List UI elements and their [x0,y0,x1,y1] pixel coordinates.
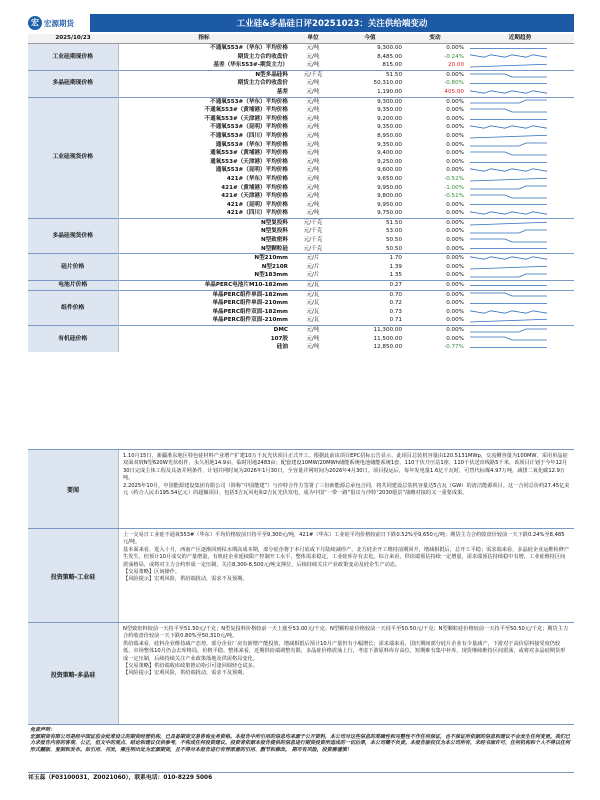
news-section [28,449,574,529]
unit-cell: 元/千克 [290,218,336,227]
disclaimer [28,724,574,772]
value-cell: 9,950.00 [377,201,402,208]
trend-sparkline [466,316,574,325]
trend-sparkline [466,184,574,193]
value-cell: 9,950.00 [377,184,402,191]
trend-sparkline [466,236,574,245]
sparkline-line [470,135,547,138]
change-cell: -0.80% [444,80,464,87]
news-item-2: 2.2025年10月，中国能源建设集团有限公司（简称“中国能建”）与沙特合作方签署了三份新能源总承包合同，将共同建设总装机容量达5吉瓦（GW）的清洁能源项目。这一合同总价约27.45亿美元（约合人民币195.54亿元）的超额项目，包括3吉瓦风电和2吉瓦光伏发电，成为中国“一带一路”倡议与沙特“2030愿景”战略对接的又一重要成果。 [123,482,570,497]
indicator-name: N型复投料 [260,228,288,235]
sparkline-line [470,152,547,155]
trend-sparkline [466,281,574,291]
value-cell: 815.00 [382,62,402,69]
indicator-name: 421#（四川）平均价格 [226,210,288,217]
trend-sparkline [466,299,574,308]
change-cell: -1.00% [444,184,464,191]
sparkline-line [470,230,547,233]
change-cell: 0.00% [446,317,464,324]
indicator-name: DMC [118,326,290,335]
trend-sparkline [466,88,574,97]
value-cell: 0.71 [389,317,402,324]
change-cell: 0.00% [446,245,464,252]
price-table [28,34,574,352]
indicator-name: 不通氧553#（天津港）平均价格 [204,115,288,122]
change-cell: 0.00% [446,237,464,244]
strategy-polysilicon-section [28,622,574,725]
value-cell: 11,300.00 [336,326,404,335]
change-cell: 0.00% [446,132,464,139]
value-cell: 11,500.00 [373,335,402,342]
change-cell: 0.00% [404,218,466,227]
trend-sparkline [466,290,574,299]
trend-sparkline [466,308,574,317]
indicator-name: 通氧553#（天津港）平均价格 [210,158,288,165]
unit-cell: 元/吨 [306,88,320,95]
indicator-name: 不通氧553#（昆明）平均价格 [210,124,288,131]
indicator-name: 421#（天津港）平均价格 [221,193,288,200]
strategy-polysilicon-para-1: N型致密料较前一天持平至51.50元/千克；N型复投料价格较前一天上涨至53.00元/千克；N型颗粒硅价格较前一天持平至50.50元/千克；N型颗粒硅价格较前一天持平至50.50元/千克；期货主力合约收盘价较前一天下跌0.80%至50,310元/吨。 [123,626,569,640]
table-row [28,44,574,53]
report-date: 2025/10/23 [28,34,118,44]
value-cell: 9,750.00 [377,210,402,217]
trend-sparkline [466,271,574,280]
value-cell: 8,950.00 [377,132,402,139]
value-cell: 9,650.00 [377,175,402,182]
table-header-row [28,34,574,44]
unit-cell: 元/片 [306,263,320,270]
change-cell: 0.00% [404,290,466,299]
value-cell: 9,300.00 [336,97,404,106]
category-label: 工业硅期现价格 [28,44,118,71]
trend-sparkline [466,201,574,210]
strategy-polysilicon-risk: 【风险提示】宏观风险，供给端扰动，需求不及预期。 [123,670,248,677]
sparkline-chart [468,344,554,351]
indicator-name: 硅油 [276,344,288,351]
sparkline-line [470,126,547,128]
indicator-name: 不通氧553#（华东）平均价格 [118,97,290,106]
indicator-name: 单晶PERC组件单面-210mm [212,300,288,307]
trend-sparkline [466,149,574,158]
table-row [28,290,574,299]
sparkline-line [470,55,547,57]
category-label: 有机硅价格 [28,326,118,352]
table-row [28,326,574,335]
indicator-name: 基差（华东553#-期货主力） [213,62,288,69]
value-cell: 9,400.00 [377,150,402,157]
value-cell: 1.70 [336,254,404,263]
value-cell: 9,250.00 [377,158,402,165]
sparkline-line [470,143,547,146]
sparkline-chart [468,107,554,114]
value-cell: 1.35 [389,272,402,279]
price-table-wrapper [28,34,574,352]
indicator-name: N型183mm [254,272,288,279]
indicator-name: N型致密料 [260,237,288,244]
indicator-name: 107胶 [270,335,288,342]
change-cell: 0.00% [446,115,464,122]
value-cell: 50.50 [385,237,402,244]
sparkline-chart [468,220,554,227]
value-cell: 0.27 [336,281,404,291]
indicator-name: N型210mm [118,254,290,263]
change-cell: 0.00% [404,44,466,53]
change-cell: 0.00% [446,272,464,279]
unit-cell: 元/片 [306,272,320,279]
indicator-name: 基差 [276,88,288,95]
trend-sparkline [466,70,574,79]
indicator-name: 单晶PERC组件双面-182mm [212,308,288,315]
sparkline-chart [468,184,554,191]
unit-cell: 元/千克 [303,228,323,235]
sparkline-chart [468,89,554,96]
category-label: 硅片价格 [28,254,118,281]
sparkline-chart [468,98,554,105]
change-cell: 0.00% [446,141,464,148]
change-cell: 20.00 [447,62,464,69]
unit-cell: 元/吨 [306,107,320,114]
change-cell: -0.51% [444,193,464,200]
change-cell: 0.00% [404,97,466,106]
strategy-silicon-body [119,529,574,623]
change-cell: 0.00% [446,263,464,270]
sparkline-chart [468,327,554,334]
indicator-name: 421#（黄埔港）平均价格 [221,184,288,191]
sparkline-line [470,293,547,296]
table-row [28,254,574,263]
indicator-name: 421#（昆明）平均价格 [226,201,288,208]
change-cell: 0.00% [404,326,466,335]
unit-cell: 元/千克 [303,245,323,252]
sparkline-chart [468,150,554,157]
sparkline-chart [468,300,554,307]
trend-sparkline [466,97,574,106]
sparkline-chart [468,72,554,79]
indicator-name: N型复投料 [118,218,290,227]
unit-cell: 元/吨 [306,335,320,342]
indicator-name: 期货主力合约收盘价 [237,80,288,87]
analyst-contact: 祁玉蕊（F03100031，Z0021060），联系电话：010-8229 5006 [28,772,574,783]
strategy-polysilicon-para-2: 供给端来看，硅料企业维持减产态势，部分企业厂房有新增产能投放，增减相抵后预计10月产量仍有小幅增长；需求端来看，国庆期间部分硅片企业有少量减产，下游对于高价原料接受度仍较低，市场整体10月仍会去库格局，价格平稳。整体来看，近期供给端调整有限，多晶硅价格震荡上行，考虑下游原料库存高位，短期难有集中补库，现货继续维持区间震荡，或将对多晶硅期货形成一定压制，后续持续关注产业政策落地及供需格局变化。 [123,640,566,662]
strategy-silicon-section [28,528,574,623]
change-cell: 0.00% [446,201,464,208]
indicator-name: 单晶PERC电池片M10-182mm [118,281,290,291]
trend-sparkline [466,123,574,132]
change-cell: 0.00% [404,70,466,79]
trend-sparkline [466,115,574,124]
indicator-name: N型颗粒硅 [260,245,288,252]
change-cell: 0.00% [446,158,464,165]
value-cell: 51.50 [336,70,404,79]
trend-sparkline [466,245,574,254]
value-cell: 0.72 [389,300,402,307]
trend-sparkline [466,141,574,150]
col-header-indicator: 指标 [118,34,290,44]
sparkline-chart [468,335,554,342]
sparkline-line [470,64,547,67]
sparkline-line [470,109,547,112]
value-cell: 0.70 [336,290,404,299]
unit-cell: 元/瓦 [290,290,336,299]
sparkline-chart [468,124,554,131]
sparkline-line [470,91,547,93]
change-cell: 0.00% [446,300,464,307]
trend-sparkline [466,263,574,272]
sparkline-chart [468,291,554,298]
indicator-name: 通氧553#（华东）平均价格 [215,141,288,148]
sparkline-chart [468,45,554,52]
report-header [28,14,574,32]
sparkline-chart [468,62,554,69]
sparkline-chart [468,228,554,235]
sparkline-chart [468,264,554,271]
sparkline-chart [468,80,554,87]
change-cell: 0.00% [446,228,464,235]
sparkline-chart [468,133,554,140]
trend-sparkline [466,79,574,88]
unit-cell: 元/吨 [290,97,336,106]
trend-sparkline [466,166,574,175]
sparkline-line [470,274,547,277]
change-cell: 0.00% [446,124,464,131]
value-cell: 50,310.00 [373,80,402,87]
value-cell: 9,350.00 [377,141,402,148]
sparkline-chart [468,282,554,289]
change-cell: -0.77% [444,344,464,351]
unit-cell: 元/吨 [306,115,320,122]
value-cell: 9,800.00 [377,193,402,200]
indicator-name: 期货主力合约收盘价 [237,53,288,60]
value-cell: 8,485.00 [377,53,402,60]
category-label: 工业硅现货价格 [28,97,118,218]
unit-cell: 元/吨 [306,80,320,87]
unit-cell: 元/吨 [306,150,320,157]
unit-cell: 元/吨 [306,184,320,191]
sparkline-line [470,266,547,269]
table-row [28,218,574,227]
unit-cell: 元/瓦 [306,300,320,307]
indicator-name: 不通氧553#（华东）平均价格 [118,44,290,53]
change-cell: 0.00% [446,150,464,157]
col-header-change: 变动 [404,34,466,44]
strategy-polysilicon-label: 投资策略-多晶硅 [28,623,119,725]
category-label: 多晶硅现货价格 [28,218,118,253]
value-cell: 51.50 [336,218,404,227]
report-title: 工业硅&多晶硅日评20251023：关注供给端变动 [90,14,574,32]
sparkline-chart [468,159,554,166]
sparkline-line [470,74,547,77]
sparkline-line [470,212,547,214]
sparkline-chart [468,53,554,60]
trend-sparkline [466,44,574,53]
indicator-name: 单晶PERC组件单面-182mm [118,290,290,299]
category-label: 组件价格 [28,290,118,325]
strategy-polysilicon-body [119,623,574,725]
value-cell: 1.39 [389,263,402,270]
change-cell: 405.00 [444,88,464,95]
col-header-trend: 近期趋势 [466,34,574,44]
value-cell: 53.00 [385,228,402,235]
change-cell: 0.00% [404,281,466,291]
unit-cell: 元/吨 [306,132,320,139]
trend-sparkline [466,209,574,218]
unit-cell: 元/片 [290,254,336,263]
value-cell: 0.73 [389,308,402,315]
category-label: 多晶硅期现价格 [28,70,118,97]
sparkline-chart [468,141,554,148]
value-cell: 9,600.00 [377,167,402,174]
change-cell: 0.00% [446,167,464,174]
trend-sparkline [466,254,574,263]
value-cell: 9,350.00 [377,124,402,131]
change-cell: 0.00% [404,254,466,263]
unit-cell: 元/千克 [303,237,323,244]
sparkline-chart [468,309,554,316]
logo-mark-icon: 宏 [28,16,42,30]
trend-sparkline [466,192,574,201]
indicator-name: 单晶PERC组件双面-210mm [212,317,288,324]
strategy-silicon-para-2: 基本面来看，进入十月，西南产区逐渐回到枯水期高成本期，部分硅企将于本月底或下月陆续减停产，北方硅企开工维持前期回升，增减相抵后，总开工平稳；需求端来看，多晶硅企业运维检修产生发生，但预计10月成交的产量增量，有机硅企业延续限产控制开工水平，整体需求稳定，工业硅库存有去化。综合来看，供给端预估持续一定增量，需求端预估持续稳中有增，工业硅维持区间震荡格局，或将对主力合约形成一定压制，关注8,300-8,500元/吨支撑位，后续持续关注产业政策变动及硅企生产动态。 [123,546,570,568]
sparkline-chart [468,255,554,262]
unit-cell: 元/千克 [290,70,336,79]
sparkline-chart [468,201,554,208]
table-row [28,97,574,106]
sparkline-line [470,222,547,225]
sparkline-chart [468,116,554,123]
unit-cell: 元/瓦 [306,308,320,315]
sparkline-line [470,178,547,181]
disclaimer-risk: 期市有风险，投资需谨慎！ [291,746,352,753]
unit-cell: 元/吨 [306,124,320,131]
unit-cell: 元/瓦 [306,317,320,324]
price-table-body [28,44,574,352]
trend-sparkline [466,343,574,352]
unit-cell: 元/吨 [306,53,320,60]
strategy-silicon-risk: 【风险提示】宏观风险，供给端扰动，需求不及预期。 [123,576,248,583]
trend-sparkline [466,61,574,70]
strategy-polysilicon-trade: 【交易策略】供给端收库政策推动指引可逢回调轻仓试多。 [123,663,258,670]
unit-cell: 元/吨 [306,167,320,174]
unit-cell: 元/吨 [306,193,320,200]
col-header-value: 今值 [336,34,404,44]
sparkline-chart [468,167,554,174]
sparkline-chart [468,317,554,324]
indicator-name: 通氧553#（昆明）平均价格 [215,167,288,174]
sparkline-line [470,310,547,312]
sparkline-chart [468,176,554,183]
sparkline-line [470,186,547,189]
indicator-name: N型210R [261,263,288,270]
logo-text: 宏源期货 [44,18,74,28]
sparkline-chart [468,272,554,279]
table-row [28,70,574,79]
change-cell: 0.00% [446,210,464,217]
trend-sparkline [466,227,574,236]
trend-sparkline [466,326,574,335]
trend-sparkline [466,335,574,344]
trend-sparkline [466,175,574,184]
news-item-1: 1.10月15日，新疆准东地区特色硅材料产业增产扩建10万千瓦光伏项目正式开工。根据此前该项目EPC招标公告显示，此项目总装机容量由120.5131MWp，交流侧容量为100MW，采用单晶硅双面双玻N型620W光伏组件，永久用地14.9亩，临时用地2483亩；配套建设10MW/20MWh储能系统电池储能系统1套、110千伏升压站1座、110千伏送出线路5千米。该项目计划于今年12月30日完成主体工程及具备并网条件，计划并网时间为2026年1月30日，全容量并网时间为2026年4月30日。项目投运后，每年发电量1.6亿千瓦时，可替代标煤4.97万吨，减排二氧化碳12.9万吨。 [123,453,568,482]
company-logo [28,14,86,32]
change-cell: 0.00% [446,308,464,315]
unit-cell: 元/吨 [306,201,320,208]
sparkline-chart [468,210,554,217]
sparkline-line [470,337,547,340]
value-cell: 12,850.00 [373,344,402,351]
indicator-name: N型多晶硅料 [118,70,290,79]
sparkline-chart [468,193,554,200]
unit-cell: 元/吨 [306,158,320,165]
value-cell: 9,300.00 [336,44,404,53]
strategy-silicon-para-1: 上一交易日工业硅不通氧553#（华东）平均价格较前日持平至9,300元/吨，421#（华东）工业硅平均价格较前日下跌0.52%至9,650元/吨；期货主力合约收盘价较前一天下跌0.24%至8,485元/吨。 [123,532,565,546]
value-cell: 9,350.00 [377,107,402,114]
value-cell: 9,200.00 [377,115,402,122]
change-cell: 0.00% [446,107,464,114]
unit-cell: 元/吨 [306,62,320,69]
strategy-silicon-label: 投资策略-工业硅 [28,529,119,623]
strategy-silicon-trade: 【交易策略】区间操作。 [123,569,181,576]
table-row [28,281,574,291]
disclaimer-title: 免责声明： [30,727,56,733]
unit-cell: 元/瓦 [290,281,336,291]
trend-sparkline [466,158,574,167]
news-body [119,450,574,529]
category-label: 电池片价格 [28,281,118,291]
trend-sparkline [466,218,574,227]
unit-cell: 元/吨 [290,326,336,335]
trend-sparkline [466,132,574,141]
sparkline-line [470,239,547,242]
unit-cell: 元/吨 [306,141,320,148]
col-header-unit: 单位 [290,34,336,44]
sparkline-line [470,329,547,332]
sparkline-line [470,257,547,259]
indicator-name: 421#（华东）平均价格 [226,175,288,182]
change-cell: -0.24% [444,53,464,60]
sparkline-line [470,319,547,322]
indicator-name: 通氧553#（黄埔港）平均价格 [210,150,288,157]
unit-cell: 元/吨 [306,210,320,217]
value-cell: 50.50 [385,245,402,252]
sparkline-chart [468,245,554,252]
trend-sparkline [466,53,574,62]
value-cell: 1,190.00 [377,88,402,95]
unit-cell: 元/吨 [290,44,336,53]
disclaimer-text: 宏源期货有限公司是经中国证监会批准设立的期货经营机构，已具备期货交易咨询业务资格。本报告中所引用的信息均来源于公开资料，本公司对这些信息的准确性和完整性不作任何保证，也不保证所依据的信息和建议不会发生任何变更。我们已力求报告内容的客观、公正，但文中的观点、结论和建议仅供参考，不构成任何投资建议。投资者依据本报告提供的信息进行期货投资所造成的一切后果，本公司概不负责。本报告版权仅为本公司所有，未经书面许可，任何机构和个人不得以任何形式翻版、复制和发布。如引用、刊发，需注明出处为宏源期货，且不得对本报告进行有悖原意的引用、删节和修改。 [30,733,571,753]
sparkline-line [470,195,547,198]
indicator-name: 不通氧553#（四川）平均价格 [210,132,288,139]
indicator-name: 不通氧553#（黄埔港）平均价格 [204,107,288,114]
trend-sparkline [466,106,574,115]
sparkline-chart [468,237,554,244]
change-cell: -0.52% [444,175,464,182]
unit-cell: 元/吨 [306,175,320,182]
unit-cell: 元/吨 [306,344,320,351]
sparkline-line [470,169,547,171]
news-label: 要闻 [28,450,119,529]
sparkline-line [470,100,547,103]
change-cell: 0.00% [446,335,464,342]
